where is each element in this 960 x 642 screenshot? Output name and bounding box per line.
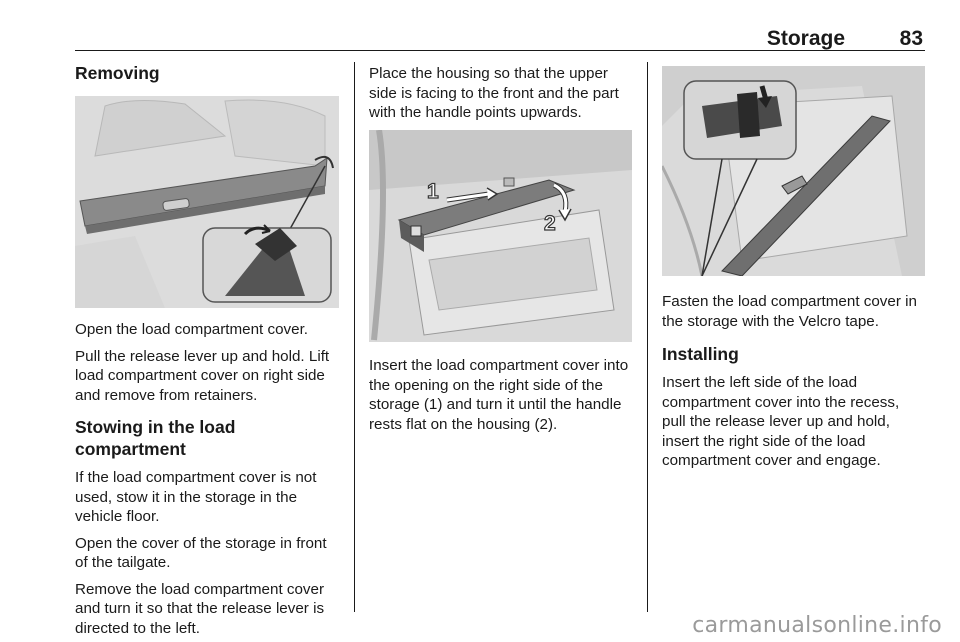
paragraph: Open the cover of the storage in front of the tailgate.: [75, 534, 327, 571]
figure-label-2: 2: [544, 212, 556, 235]
illustration-storage: [369, 130, 632, 342]
figure-removing-cover: [75, 96, 339, 308]
heading-removing: Removing: [75, 63, 160, 83]
figure-velcro-fasten: [662, 66, 925, 276]
paragraph: Insert the left side of the load compartment cover into the recess, pull the release lever up and hold, insert the right side of the load compartment cover and engage.: [662, 374, 900, 469]
watermark: carmanualsonline.info: [692, 613, 942, 638]
column-2-text-top: [369, 64, 633, 123]
paragraph: Place the housing so that the upper side is facing to the front and the part with the handle points upwards.: [369, 65, 619, 121]
paragraph: Insert the load compartment cover into the opening on the right side of the storage (1) and turn it until the handle rests flat on the housing (2).: [369, 357, 629, 433]
column-2-text-bottom: [369, 356, 633, 434]
column-3-text: [662, 292, 926, 471]
page-number: 83: [899, 27, 923, 50]
column-1: [75, 62, 340, 84]
heading-stowing: Stowing in the load compartment: [75, 417, 236, 459]
heading-installing: Installing: [662, 344, 739, 364]
paragraph: Open the load compartment cover.: [75, 321, 309, 338]
column-divider-left: [354, 62, 355, 612]
paragraph: Remove the load compartment cover and turn it so that the release lever is directed to the left.: [75, 580, 325, 637]
column-1-text: [75, 320, 340, 638]
illustration-removing: [75, 96, 339, 308]
section-title: Storage: [766, 27, 845, 50]
illustration-velcro: [662, 66, 925, 276]
figure-storage-insert: [369, 130, 632, 342]
paragraph: Fasten the load compartment cover in the storage with the Velcro tape.: [662, 293, 917, 330]
column-divider-right: [647, 62, 648, 612]
figure-label-1: 1: [427, 180, 439, 203]
paragraph: If the load compartment cover is not used, stow it in the storage in the vehicle floor.: [75, 469, 317, 525]
page-header: [75, 26, 925, 51]
paragraph: Pull the release lever up and hold. Lift load compartment cover on right side and remove from retainers.: [75, 347, 330, 404]
